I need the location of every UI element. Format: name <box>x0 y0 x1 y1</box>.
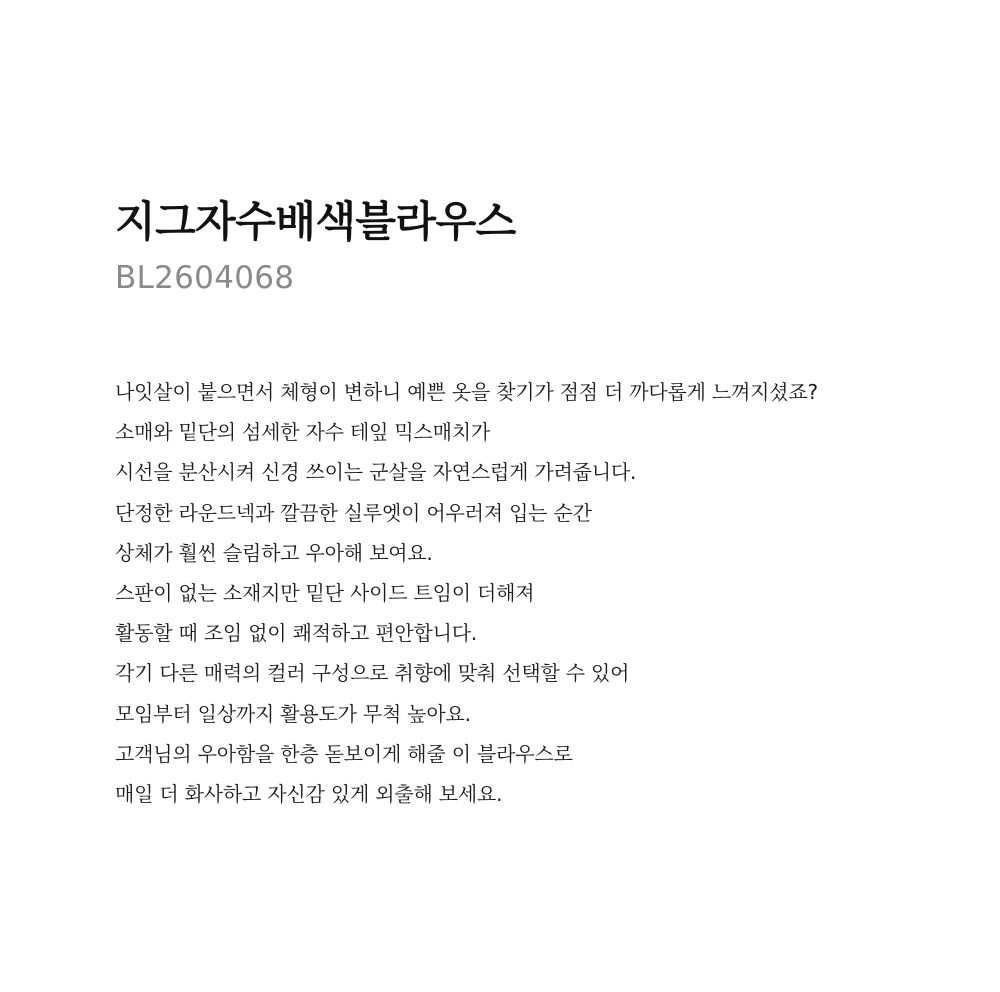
product-description <box>115 372 975 814</box>
description-line: 각기 다른 매력의 컬러 구성으로 취향에 맞춰 선택할 수 있어 <box>115 661 630 686</box>
product-title: 지그자수배색블라우스 <box>115 197 516 246</box>
description-line: 단정한 라운드넥과 깔끔한 실루엣이 어우러져 입는 순간 <box>115 500 592 525</box>
description-line: 시선을 분산시켜 신경 쓰이는 군살을 자연스럽게 가려줍니다. <box>115 460 637 485</box>
description-line: 나잇살이 붙으면서 체형이 변하니 예쁜 옷을 찾기가 점점 더 까다롭게 느껴지셨죠? <box>115 380 818 404</box>
description-line: 스판이 없는 소재지만 밑단 사이드 트임이 더해져 <box>115 581 535 606</box>
product-header <box>115 192 935 300</box>
description-line: 상체가 훨씬 슬림하고 우아해 보여요. <box>115 540 433 565</box>
description-line: 활동할 때 조임 없이 쾌적하고 편안합니다. <box>115 621 477 646</box>
product-code: BL2604068 <box>115 260 295 296</box>
description-line: 소매와 밑단의 섬세한 자수 테잎 믹스매치가 <box>115 420 490 445</box>
description-line: 매일 더 화사하고 자신감 있게 외출해 보세요. <box>115 782 503 807</box>
description-line: 모임부터 일상까지 활용도가 무척 높아요. <box>115 701 471 726</box>
description-line: 고객님의 우아함을 한층 돋보이게 해줄 이 블라우스로 <box>115 741 573 766</box>
